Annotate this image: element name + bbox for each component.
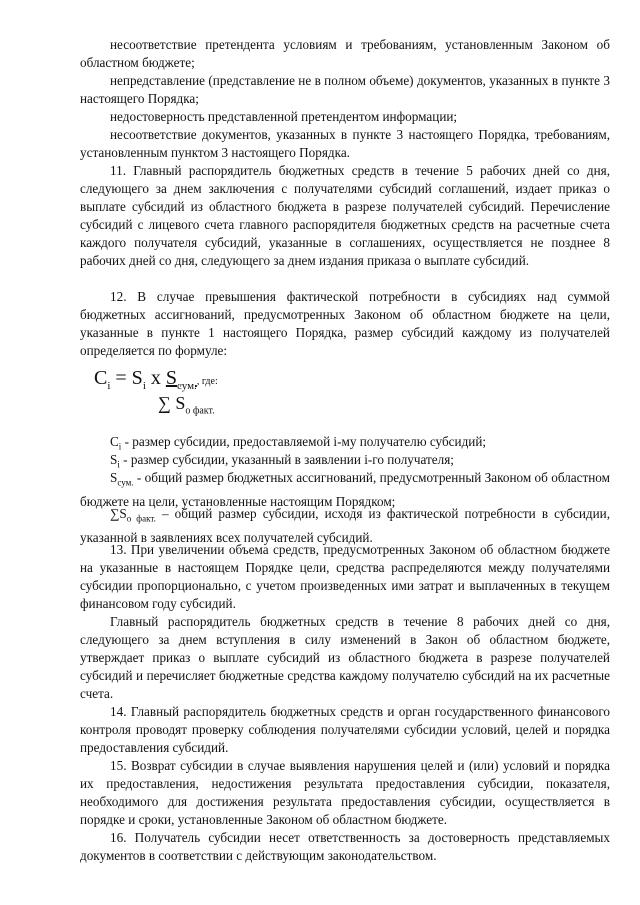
paragraph-15: 15. Возврат субсидии в случае выявления нарушения целей и (или) условий и порядка их предоставления, недостижения результата предоставления субсидии, показателя, необходимого для достижения результата предоставления субсидии, осуществляется в порядке и сроки, установленные Законом об областном бюджете. [80, 758, 610, 827]
paragraph-13: 13. При увеличении объема средств, предусмотренных Законом об областном бюджете на указанные в настоящем Порядке цели, средства распределяются между получателями субсидии пропорционально, с учетом произведенных ими затрат и выплаченных в текущем финансовом году субсидий. [80, 542, 610, 611]
paragraph-12: 12. В случае превышения фактической потребности в субсидиях над суммой бюджетных ассигнований, предусмотренных Законом об областном бюджете на цели, указанные в пункте 1 настоящего Порядка, размер субсидий каждому из получателей определяется по формуле: [80, 289, 610, 358]
definition-ci: $C_i$ - размер субсидии, предоставляемой i-му получателю субсидий; [110, 434, 487, 452]
paragraph-criterion-1: несоответствие претендента условиям и требованиям, установленным Законом об областном бюджете; [80, 37, 610, 70]
paragraph-16: 16. Получатель субсидии несет ответственность за достоверность представляемых документов в соответствии с действующим законодательством. [80, 830, 610, 863]
paragraph-criterion-3: недостоверность представленной претендентом информации; [110, 109, 458, 124]
definition-ssum: $S_{сум.}$ - общий размер бюджетных ассигнований, предусмотренный Законом об областном бюджете на цели, установленные настоящим Порядком; [80, 470, 610, 509]
definition-si: $S_i$ - размер субсидии, указанный в заявлении i-го получателя; [110, 452, 454, 470]
paragraph-13-continued: Главный распорядитель бюджетных средств в течение 8 рабочих дней со дня, следующего за днем вступления в силу изменений в Закон об областном бюджете, утверждает приказ о выплате субсидий из областного бюджета в разрезе получателей субсидий и перечисляет бюджетные средства каждому получателю субсидий на их расчетные счета. [80, 614, 610, 701]
paragraph-14: 14. Главный распорядитель бюджетных средств и орган государственного финансового контроля проводят проверку соблюдения получателями субсидии условий, целей и порядка предоставления субсидий. [80, 704, 610, 755]
paragraph-11: 11. Главный распорядитель бюджетных средств в течение 5 рабочих дней со дня, следующего за днем заключения с получателями субсидий соглашений, издает приказ о выплате субсидий из областного бюджета в разрезе получателей субсидий. Перечисление субсидий с лицевого счета главного распорядителя бюджетных средств на расчетные счета каждого получателя субсидий, указанные в соглашениях, осуществляется не позднее 8 рабочих дней со дня, следующего за днем издания приказа о выплате субсидий. [80, 163, 610, 268]
definition-sfact: $\sum S_{о факт.}$ – общий размер субсидии, исходя из фактической потребности в субсидии, указанной в заявлениях всех получателей субсидий. [80, 506, 610, 545]
subsidy-formula [94, 366, 294, 416]
paragraph-criterion-4: несоответствие документов, указанных в пункте 3 настоящего Порядка, требованиям, установленным пунктом 3 настоящего Порядка. [80, 127, 610, 160]
formula-numerator-line: $C_i = S_i$ x $S_{сум.}$, где: [94, 367, 218, 392]
formula-denominator: ∑ $S_{о факт.}$ [158, 393, 215, 417]
paragraph-criterion-2: непредставление (представление не в полном объеме) документов, указанных в пункте 3 настоящего Порядка; [80, 73, 610, 106]
